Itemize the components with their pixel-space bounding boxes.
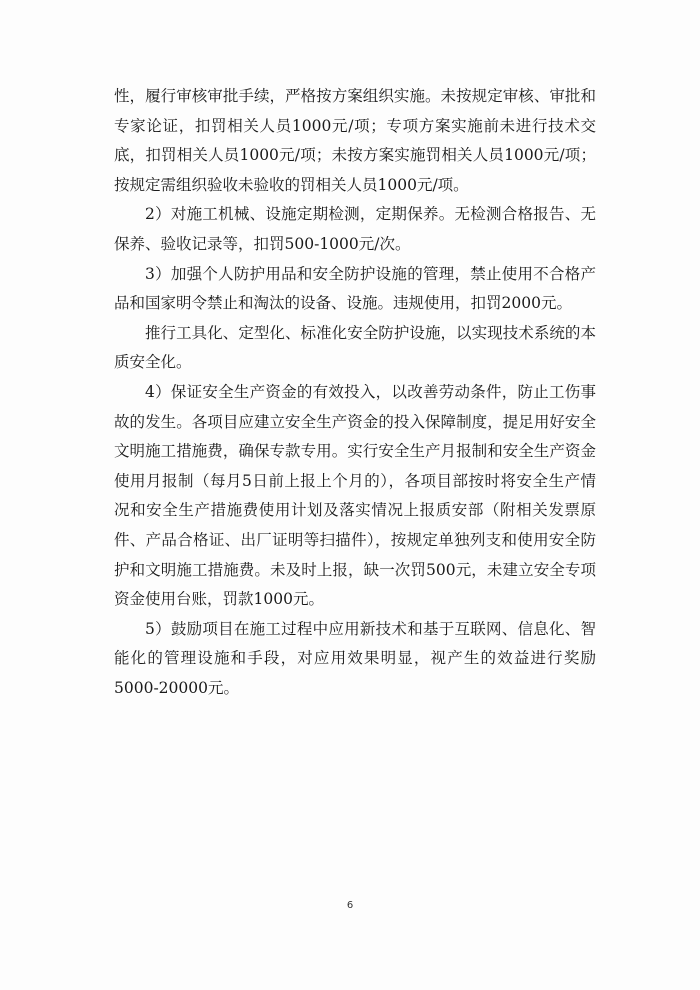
paragraph-item-5: 5）鼓励项目在施工过程中应用新技术和基于互联网、信息化、智能化的管理设施和手段，对应用效果明显，视产生的效益进行奖励5000-20000元。: [114, 619, 596, 697]
page-number: 6: [346, 900, 354, 911]
paragraph-continuation: 性，履行审核审批手续，严格按方案组织实施。未按规定审核、审批和专家论证，扣罚相关人员1000元/项；专项方案实施前未进行技术交底，扣罚相关人员1000元/项；未按方案实施罚相关人员1000元/项；按规定需组织验收未验收的罚相关人员1000元/项。: [114, 87, 596, 194]
document-body: [114, 82, 596, 703]
paragraph-item-4: 4）保证安全生产资金的有效投入，以改善劳动条件，防止工伤事故的发生。各项目应建立安全生产资金的投入保障制度，提足用好安全文明施工措施费，确保专款专用。实行安全生产月报制和安全生产资金使用月报制（每月5日前上报上个月的），各项目部按时将安全生产情况和安全生产措施费使用计划及落实情况上报质安部（附相关发票原件、产品合格证、出厂证明等扫描件），按规定单独列支和使用安全防护和文明施工措施费。未及时上报，缺一次罚500元，未建立安全专项资金使用台账，罚款1000元。: [114, 382, 596, 609]
paragraph-item-3: 3）加强个人防护用品和安全防护设施的管理，禁止使用不合格产品和国家明令禁止和淘汰的设备、设施。违规使用，扣罚2000元。: [114, 264, 596, 313]
paragraph-item-3-note: 推行工具化、定型化、标准化安全防护设施，以实现技术系统的本质安全化。: [114, 323, 596, 372]
paragraph-item-2: 2）对施工机械、设施定期检测，定期保养。无检测合格报告、无保养、验收记录等，扣罚500-1000元/次。: [114, 205, 596, 253]
